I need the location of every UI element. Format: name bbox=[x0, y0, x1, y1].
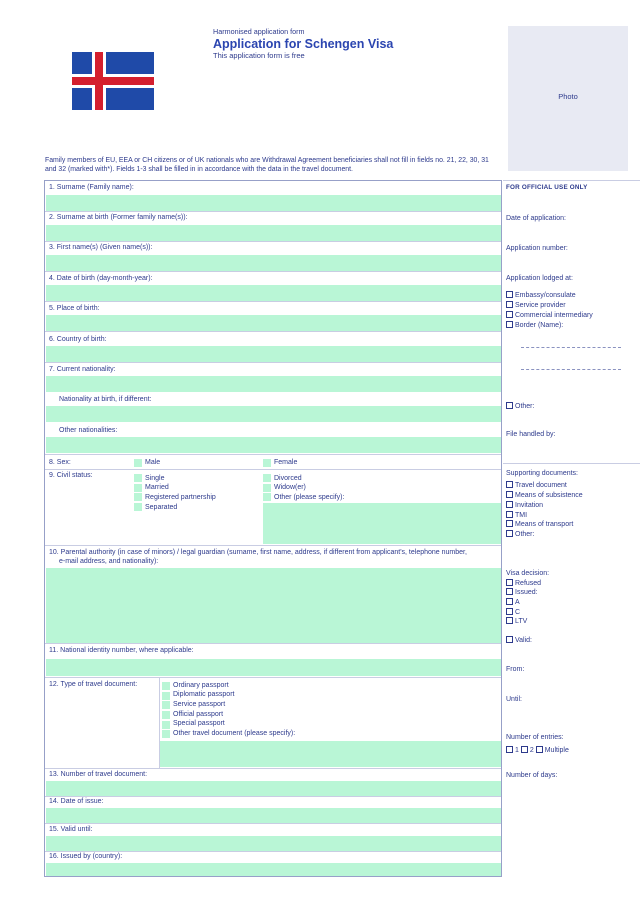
support-other-label: Other: bbox=[515, 531, 535, 538]
support-travel-doc-label: Travel document bbox=[515, 482, 567, 489]
doc-other-input[interactable] bbox=[160, 741, 501, 767]
field-label-parental-authority-cont: e-mail address, and nationality): bbox=[59, 558, 159, 565]
field-label-first-name: 3. First name(s) (Given name(s)): bbox=[49, 244, 153, 251]
field-label-doc-number: 13. Number of travel document: bbox=[49, 771, 148, 778]
doc-official-label: Official passport bbox=[173, 711, 224, 718]
decision-issued-label: Issued: bbox=[515, 589, 538, 596]
lodged-border-label: Border (Name): bbox=[515, 322, 564, 329]
lodged-commercial-label: Commercial intermediary bbox=[515, 312, 593, 319]
field-label-surname: 1. Surname (Family name): bbox=[49, 184, 134, 191]
valid-until-input[interactable] bbox=[46, 836, 501, 851]
official-supporting-docs: Supporting documents: bbox=[506, 470, 578, 477]
decision-issued-option[interactable] bbox=[506, 588, 538, 596]
doc-service-checkbox[interactable] bbox=[162, 701, 170, 709]
official-use-heading: FOR OFFICIAL USE ONLY bbox=[506, 184, 588, 191]
issued-by-input[interactable] bbox=[46, 863, 501, 876]
official-number-entries: Number of entries: bbox=[506, 734, 564, 741]
lodged-other-label: Other: bbox=[515, 403, 535, 410]
support-subsistence-option[interactable] bbox=[506, 491, 583, 499]
form-subtitle: Harmonised application form bbox=[213, 27, 305, 36]
support-travel-doc-option[interactable] bbox=[506, 481, 567, 489]
field-label-dob: 4. Date of birth (day-month-year): bbox=[49, 275, 153, 282]
sex-female-checkbox[interactable] bbox=[263, 459, 271, 467]
entries-2-checkbox[interactable] bbox=[521, 746, 528, 753]
official-lodged-at: Application lodged at: bbox=[506, 275, 573, 282]
support-transport-option[interactable] bbox=[506, 520, 573, 528]
doc-special-checkbox[interactable] bbox=[162, 721, 170, 729]
decision-refused-option[interactable] bbox=[506, 579, 541, 587]
decision-a-option[interactable] bbox=[506, 598, 520, 606]
doc-number-input[interactable] bbox=[46, 781, 501, 796]
civil-married-checkbox[interactable] bbox=[134, 484, 142, 492]
support-tmi-option[interactable] bbox=[506, 511, 527, 519]
entries-1-checkbox[interactable] bbox=[506, 746, 513, 753]
nationality-birth-input[interactable] bbox=[46, 406, 501, 422]
support-invitation-label: Invitation bbox=[515, 502, 544, 509]
notice-text: Family members of EU, EEA or CH citizens or of UK nationals who are Withdrawal Agreement beneficiaries shall not fill in fields no. 21, 22, 30, 31 and 32 (marked with*). Fields 1-3 shall be filled in in accordance with the data in the travel document. bbox=[45, 157, 489, 173]
support-subsistence-label: Means of subsistence bbox=[515, 492, 583, 499]
civil-separated-label: Separated bbox=[145, 504, 178, 511]
field-label-travel-doc-type: 12. Type of travel document: bbox=[49, 681, 138, 688]
support-invitation-option[interactable] bbox=[506, 501, 543, 509]
official-use-column bbox=[503, 180, 640, 877]
decision-refused-label: Refused bbox=[515, 580, 542, 587]
entries-multiple-label: Multiple bbox=[544, 747, 569, 754]
entries-2-label: 2 bbox=[529, 747, 534, 754]
field-label-surname-birth: 2. Surname at birth (Former family name(s)): bbox=[49, 214, 188, 221]
lodged-commercial-option[interactable] bbox=[506, 311, 593, 319]
entries-multiple-checkbox[interactable] bbox=[536, 746, 543, 753]
civil-registered-label: Registered partnership bbox=[145, 494, 216, 501]
official-until: Until: bbox=[506, 696, 522, 703]
field-label-parental-authority: 10. Parental authority (in case of minors) / legal guardian (surname, first name, address, if different from applicant's, telephone number, bbox=[49, 549, 467, 556]
decision-c-label: C bbox=[515, 609, 521, 616]
lodged-service-provider-option[interactable] bbox=[506, 301, 566, 309]
field-label-national-id: 11. National identity number, where applicable: bbox=[49, 647, 194, 654]
field-label-place-birth: 5. Place of birth: bbox=[49, 305, 100, 312]
doc-diplomatic-label: Diplomatic passport bbox=[173, 691, 235, 698]
official-application-number: Application number: bbox=[506, 245, 568, 252]
field-label-issued-by: 16. Issued by (country): bbox=[49, 853, 123, 860]
decision-valid-option[interactable] bbox=[506, 636, 532, 644]
field-label-nationality: 7. Current nationality: bbox=[49, 366, 116, 373]
civil-married-label: Married bbox=[145, 484, 169, 491]
doc-official-checkbox[interactable] bbox=[162, 711, 170, 719]
civil-separated-checkbox[interactable] bbox=[134, 503, 142, 511]
field-label-valid-until: 15. Valid until: bbox=[49, 826, 93, 833]
civil-other-checkbox[interactable] bbox=[263, 493, 271, 501]
doc-diplomatic-checkbox[interactable] bbox=[162, 692, 170, 700]
support-transport-label: Means of transport bbox=[515, 521, 574, 528]
doc-special-label: Special passport bbox=[173, 720, 225, 727]
doc-ordinary-checkbox[interactable] bbox=[162, 682, 170, 690]
iceland-flag bbox=[72, 52, 154, 110]
doc-service-label: Service passport bbox=[173, 701, 226, 708]
civil-single-checkbox[interactable] bbox=[134, 474, 142, 482]
official-visa-decision: Visa decision: bbox=[506, 570, 550, 577]
civil-divorced-label: Divorced bbox=[274, 475, 302, 482]
sex-male-checkbox[interactable] bbox=[134, 459, 142, 467]
decision-ltv-option[interactable] bbox=[506, 617, 527, 625]
civil-widow-checkbox[interactable] bbox=[263, 484, 271, 492]
official-from: From: bbox=[506, 666, 525, 673]
other-nationalities-input[interactable] bbox=[46, 437, 501, 453]
field-label-civil-status: 9. Civil status: bbox=[49, 472, 93, 479]
page-title: Application for Schengen Visa bbox=[213, 37, 394, 51]
sex-male-label: Male bbox=[145, 459, 161, 466]
place-birth-input[interactable] bbox=[46, 315, 501, 331]
lodged-embassy-label: Embassy/consulate bbox=[515, 292, 576, 299]
national-id-input[interactable] bbox=[46, 659, 501, 676]
parental-authority-input[interactable] bbox=[46, 568, 501, 643]
support-tmi-label: TMI bbox=[515, 512, 528, 519]
decision-a-label: A bbox=[515, 599, 520, 606]
decision-ltv-label: LTV bbox=[515, 618, 528, 625]
official-date-application: Date of application: bbox=[506, 215, 566, 222]
field-label-nationality-birth: Nationality at birth, if different: bbox=[59, 396, 152, 403]
field-label-date-issue: 14. Date of issue: bbox=[49, 798, 104, 805]
surname-birth-input[interactable] bbox=[46, 225, 501, 241]
official-file-handled: File handled by: bbox=[506, 431, 556, 438]
photo-box[interactable] bbox=[508, 26, 628, 171]
civil-registered-checkbox[interactable] bbox=[134, 493, 142, 501]
lodged-embassy-option[interactable] bbox=[506, 291, 576, 299]
free-note: This application form is free bbox=[213, 51, 305, 60]
decision-c-option[interactable] bbox=[506, 608, 520, 616]
decision-valid-label: Valid: bbox=[515, 637, 532, 644]
civil-other-input[interactable] bbox=[263, 503, 501, 544]
applicant-form bbox=[44, 180, 502, 877]
civil-other-label: Other (please specify): bbox=[274, 494, 345, 501]
surname-input[interactable] bbox=[46, 195, 501, 211]
field-label-other-nationalities: Other nationalities: bbox=[59, 427, 118, 434]
lodged-service-provider-label: Service provider bbox=[515, 302, 566, 309]
doc-other-checkbox[interactable] bbox=[162, 730, 170, 738]
doc-other-label: Other travel document (please specify): bbox=[173, 730, 296, 737]
lodged-other-option[interactable] bbox=[506, 402, 534, 410]
nationality-input[interactable] bbox=[46, 376, 501, 392]
lodged-border-option[interactable] bbox=[506, 321, 563, 329]
sex-female-label: Female bbox=[274, 459, 298, 466]
field-label-country-birth: 6. Country of birth: bbox=[49, 336, 107, 343]
entries-options bbox=[506, 746, 569, 754]
field-label-sex: 8. Sex: bbox=[49, 459, 71, 466]
civil-widow-label: Widow(er) bbox=[274, 484, 306, 491]
entries-1-label: 1 bbox=[515, 747, 519, 754]
civil-divorced-checkbox[interactable] bbox=[263, 474, 271, 482]
country-birth-input[interactable] bbox=[46, 346, 501, 362]
official-number-days: Number of days: bbox=[506, 772, 558, 779]
date-issue-input[interactable] bbox=[46, 808, 501, 823]
first-name-input[interactable] bbox=[46, 255, 501, 271]
dob-input[interactable] bbox=[46, 285, 501, 301]
civil-single-label: Single bbox=[145, 475, 165, 482]
support-other-option[interactable] bbox=[506, 530, 534, 538]
photo-label: Photo bbox=[558, 92, 578, 101]
doc-ordinary-label: Ordinary passport bbox=[173, 682, 229, 689]
